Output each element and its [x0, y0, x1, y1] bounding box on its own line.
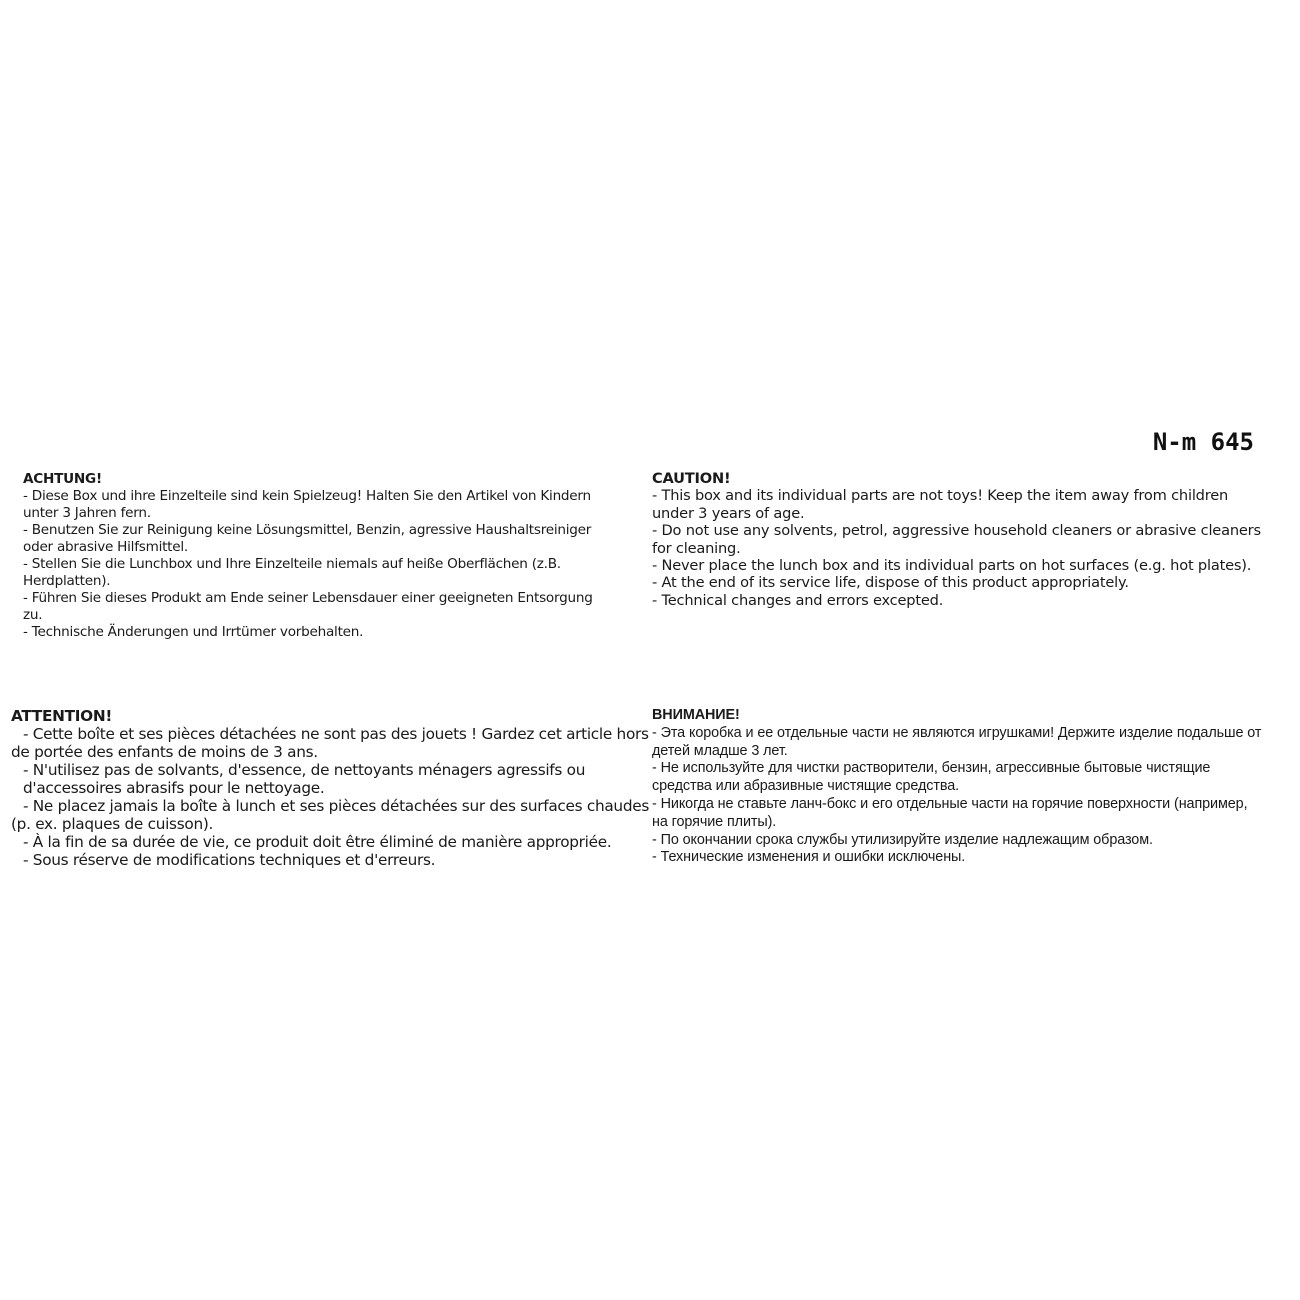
- section-line: средства или абразивные чистящие средства.: [652, 778, 960, 795]
- section-line: - Do not use any solvents, petrol, aggressive household cleaners or abrasive cleaners: [652, 522, 1261, 540]
- section-line: - Technische Änderungen und Irrtümer vorbehalten.: [23, 624, 364, 640]
- section-line: - Diese Box und ihre Einzelteile sind kein Spielzeug! Halten Sie den Artikel von Kindern: [23, 488, 591, 504]
- section-line: - Benutzen Sie zur Reinigung keine Lösungsmittel, Benzin, agressive Haushaltsreiniger: [23, 522, 592, 538]
- section-line: - Технические изменения и ошибки исключены.: [652, 849, 966, 866]
- warning-section-german: [23, 471, 643, 641]
- section-line: oder abrasive Hilfsmittel.: [23, 539, 188, 555]
- section-line: zu.: [23, 607, 43, 623]
- section-line: for cleaning.: [652, 539, 741, 557]
- section-line: de portée des enfants de moins de 3 ans.: [11, 743, 318, 761]
- section-line: - This box and its individual parts are not toys! Keep the item away from children: [652, 487, 1229, 505]
- section-line: - Не используйте для чистки растворители, бензин, агрессивные бытовые чистящие: [652, 760, 1211, 777]
- section-line: - По окончании срока службы утилизируйте изделие надлежащим образом.: [652, 831, 1153, 848]
- section-line: - Never place the lunch box and its individual parts on hot surfaces (e.g. hot plates).: [652, 557, 1252, 575]
- section-line: - Führen Sie dieses Produkt am Ende seiner Lebensdauer einer geeigneten Entsorgung: [23, 590, 593, 606]
- document-id: N-m 645: [1152, 428, 1254, 456]
- section-line: - Эта коробка и ее отдельные части не являются игрушками! Держите изделие подальше от: [652, 724, 1262, 741]
- section-line: - N'utilisez pas de solvants, d'essence, de nettoyants ménagers agressifs ou: [23, 761, 586, 779]
- section-heading: ATTENTION!: [11, 707, 113, 725]
- warning-section-russian: [652, 707, 1297, 867]
- section-line: - À la fin de sa durée de vie, ce produit doit être éliminé de manière appropriée.: [23, 833, 612, 851]
- section-heading: CAUTION!: [652, 470, 731, 487]
- section-line: - At the end of its service life, dispose of this product appropriately.: [652, 574, 1129, 592]
- section-line: - Technical changes and errors excepted.: [652, 591, 944, 609]
- section-heading: ACHTUNG!: [23, 471, 102, 487]
- section-line: d'accessoires abrasifs pour le nettoyage.: [23, 779, 325, 797]
- section-line: Herdplatten).: [23, 573, 111, 589]
- section-line: - Stellen Sie die Lunchbox und Ihre Einzelteile niemals auf heiße Oberflächen (z.B.: [23, 556, 561, 572]
- section-line: - Cette boîte et ses pièces détachées ne sont pas des jouets ! Gardez cet article hors: [23, 725, 649, 743]
- section-line: (p. ex. plaques de cuisson).: [11, 815, 214, 833]
- section-heading: ВНИМАНИЕ!: [652, 707, 740, 723]
- section-line: - Никогда не ставьте ланч-бокс и его отдельные части на горячие поверхности (например,: [652, 795, 1248, 812]
- warning-section-french: [11, 707, 650, 869]
- section-line: - Sous réserve de modifications techniques et d'erreurs.: [23, 851, 436, 869]
- section-line: unter 3 Jahren fern.: [23, 505, 151, 521]
- section-line: - Ne placez jamais la boîte à lunch et ses pièces détachées sur des surfaces chaudes: [23, 797, 650, 815]
- section-line: на горячие плиты).: [652, 813, 777, 830]
- section-line: детей младше 3 лет.: [652, 742, 788, 759]
- warning-section-english: [652, 470, 1292, 609]
- section-line: under 3 years of age.: [652, 504, 805, 522]
